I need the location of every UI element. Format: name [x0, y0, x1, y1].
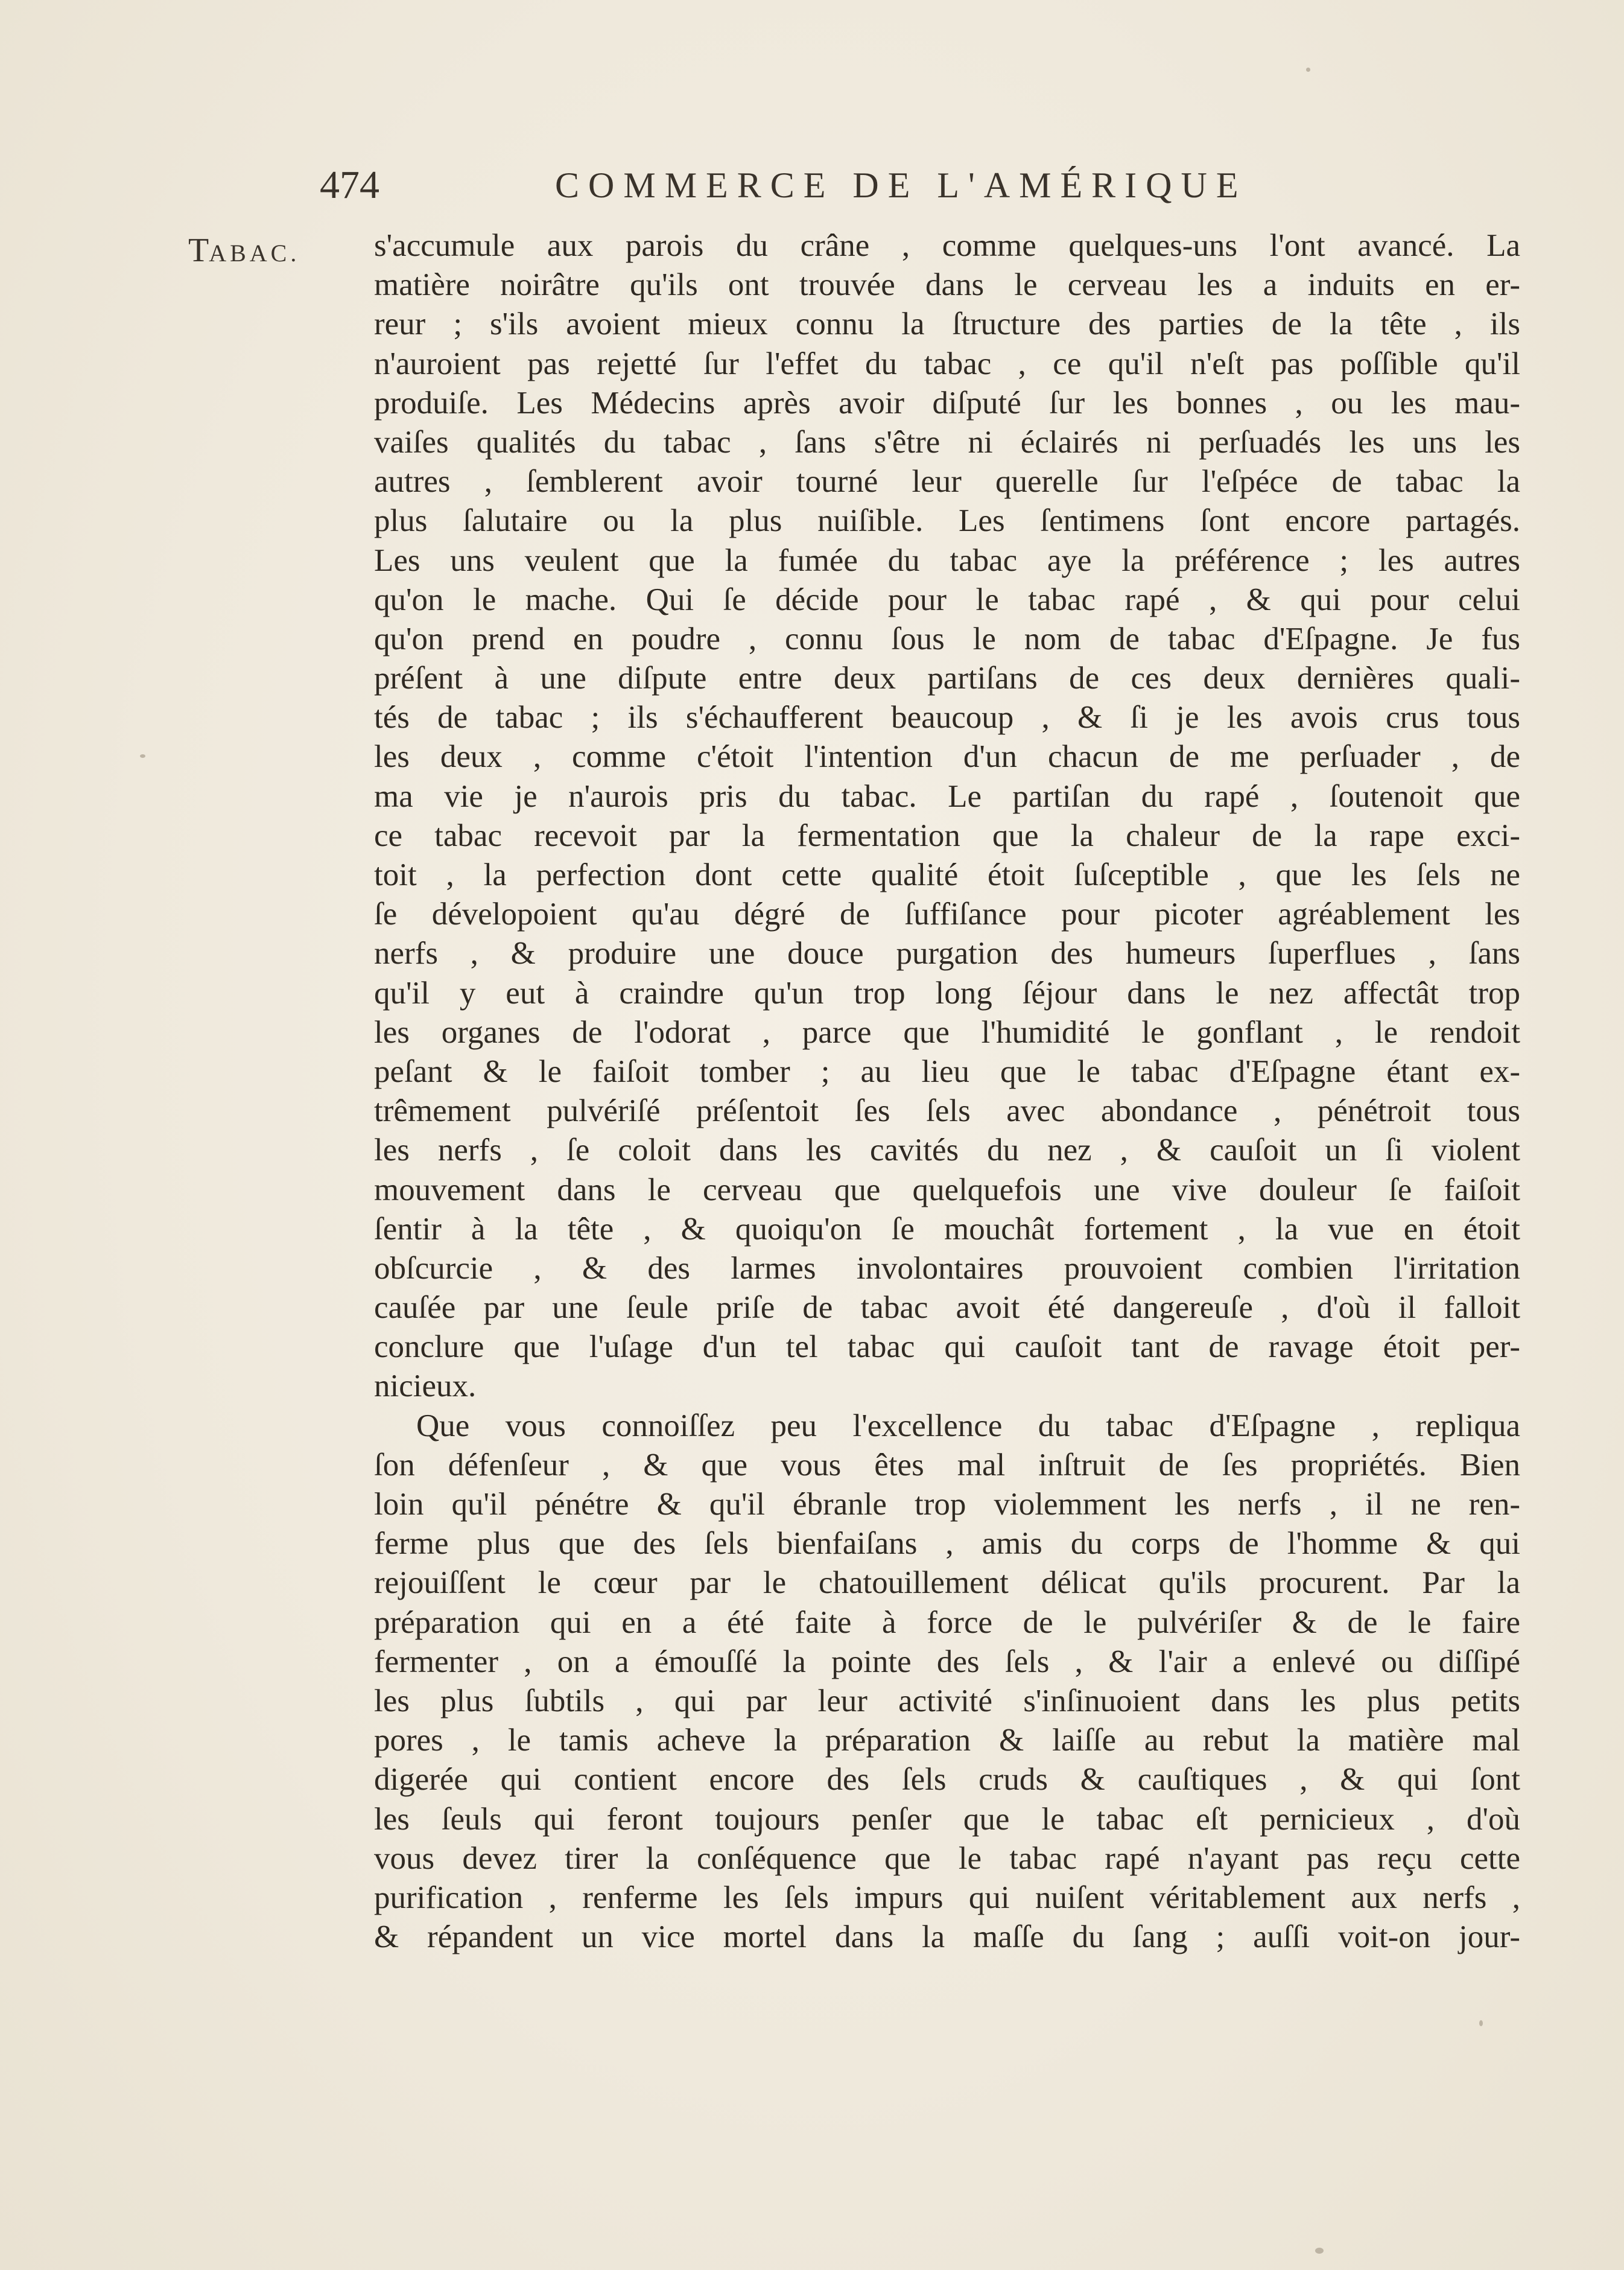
text-line: les plus ſubtils , qui par leur activité s'inſinuoient dans les plus petits — [374, 1683, 1520, 1718]
text-line: ferme plus que des ſels bienfaiſans , amis du corps de l'homme & qui — [374, 1526, 1520, 1562]
text-line: fermenter , on a émouſſé la pointe des ſels , & l'air a enlevé ou diſſipé — [374, 1644, 1520, 1679]
text-line: pores , le tamis acheve la préparation & laiſſe au rebut la matière mal — [374, 1723, 1520, 1758]
text-line: ce tabac recevoit par la fermentation que la chaleur de la rape exci- — [374, 818, 1520, 853]
text-line: qu'il y eut à craindre qu'un trop long ſéjour dans le nez affectât trop — [374, 975, 1520, 1011]
paper-speck — [1315, 2248, 1324, 2254]
marginal-note-initial: T — [188, 232, 209, 269]
text-line: obſcurcie , & des larmes involontaires prouvoient combien l'irritation — [374, 1250, 1520, 1286]
text-line: les organes de l'odorat , parce que l'humidité le gonflant , le rendoit — [374, 1014, 1520, 1050]
paper-speck — [140, 754, 145, 758]
text-line: mouvement dans le cerveau que quelquefois une vive douleur ſe faiſoit — [374, 1172, 1520, 1207]
paper-speck — [1479, 2020, 1483, 2026]
text-line: ſe dévelopoient qu'au dégré de ſuffiſance pour picoter agréablement les — [374, 897, 1520, 932]
text-line: les ſeuls qui feront toujours penſer que le tabac eſt pernicieux , d'où — [374, 1801, 1520, 1837]
text-line: produiſe. Les Médecins après avoir diſputé ſur les bonnes , ou les mau- — [374, 385, 1520, 421]
text-line: reur ; s'ils avoient mieux connu la ſtructure des parties de la tête , ils — [374, 307, 1520, 342]
text-line: les nerfs , ſe coloit dans les cavités du nez , & cauſoit un ſi violent — [374, 1133, 1520, 1168]
text-line: ſentir à la tête , & quoiqu'on ſe mouchât fortement , la vue en étoit — [374, 1211, 1520, 1247]
text-line: plus ſalutaire ou la plus nuiſible. Les ſentimens ſont encore partagés. — [374, 503, 1520, 539]
running-head — [320, 158, 1357, 212]
text-line: loin qu'il pénétre & qu'il ébranle trop violemment les nerfs , il ne ren- — [374, 1487, 1520, 1522]
text-line: vous devez tirer la conſéquence que le tabac rapé n'ayant pas reçu cette — [374, 1840, 1520, 1876]
text-line: matière noirâtre qu'ils ont trouvée dans le cerveau les a induits en er- — [374, 267, 1520, 303]
text-line: digerée qui contient encore des ſels cruds & cauſtiques , & qui ſont — [374, 1762, 1520, 1798]
text-line: préſent à une diſpute entre deux partiſans de ces deux dernières quali- — [374, 661, 1520, 696]
text-line: qu'on le mache. Qui ſe décide pour le tabac rapé , & qui pour celui — [374, 582, 1520, 617]
text-line: & répandent un vice mortel dans la maſſe du ſang ; auſſi voit-on jour- — [374, 1919, 1520, 1955]
text-line: conclure que l'uſage d'un tel tabac qui cauſoit tant de ravage étoit per- — [374, 1329, 1520, 1365]
text-line: toit , la perfection dont cette qualité étoit ſuſceptible , que les ſels ne — [374, 857, 1520, 892]
text-line: ma vie je n'aurois pris du tabac. Le partiſan du rapé , ſoutenoit que — [374, 778, 1520, 814]
marginal-note — [188, 230, 300, 273]
text-line: peſant & le faiſoit tomber ; au lieu que le tabac d'Eſpagne étant ex- — [374, 1054, 1520, 1089]
text-line: purification , renferme les ſels impurs qui nuiſent véritablement aux nerfs , — [374, 1880, 1520, 1915]
text-line: ſon défenſeur , & que vous êtes mal inſtruit de ſes propriétés. Bien — [374, 1447, 1520, 1483]
text-line: trêmement pulvériſé préſentoit ſes ſels avec abondance , pénétroit tous — [374, 1093, 1520, 1129]
page-number: 474 — [320, 163, 379, 207]
text-line: rejouiſſent le cœur par le chatouillement délicat qu'ils procurent. Par la — [374, 1565, 1520, 1601]
text-line: préparation qui en a été faite à force de le pulvériſer & de le faire — [374, 1604, 1520, 1640]
text-line: autres , ſemblerent avoir tourné leur querelle ſur l'eſpéce de tabac la — [374, 464, 1520, 500]
text-line: nerfs , & produire une douce purgation des humeurs ſuperflues , ſans — [374, 936, 1520, 971]
text-line: nicieux. — [374, 1369, 477, 1404]
marginal-note-rest: ABAC. — [209, 240, 300, 267]
running-title: COMMERCE DE L'AMÉRIQUE — [555, 165, 1248, 205]
text-line: les deux , comme c'étoit l'intention d'un chacun de me perſuader , de — [374, 739, 1520, 775]
body-text — [374, 226, 1520, 1957]
text-line: tés de tabac ; ils s'échaufferent beaucoup , & ſi je les avois crus tous — [374, 700, 1520, 736]
text-line: cauſée par une ſeule priſe de tabac avoit été dangereuſe , d'où il falloit — [374, 1290, 1520, 1326]
text-line: n'auroient pas rejetté ſur l'effet du tabac , ce qu'il n'eſt pas poſſible qu'il — [374, 346, 1520, 381]
paper-speck — [1306, 68, 1310, 72]
text-line: s'accumule aux parois du crâne , comme quelques-uns l'ont avancé. La — [374, 228, 1520, 263]
text-line: Les uns veulent que la fumée du tabac aye la préférence ; les autres — [374, 542, 1520, 578]
text-line: Que vous connoiſſez peu l'excellence du tabac d'Eſpagne , repliqua — [416, 1408, 1520, 1443]
text-line: qu'on prend en poudre , connu ſous le nom de tabac d'Eſpagne. Je fus — [374, 621, 1520, 657]
text-line: vaiſes qualités du tabac , ſans s'être ni éclairés ni perſuadés les uns les — [374, 424, 1520, 460]
